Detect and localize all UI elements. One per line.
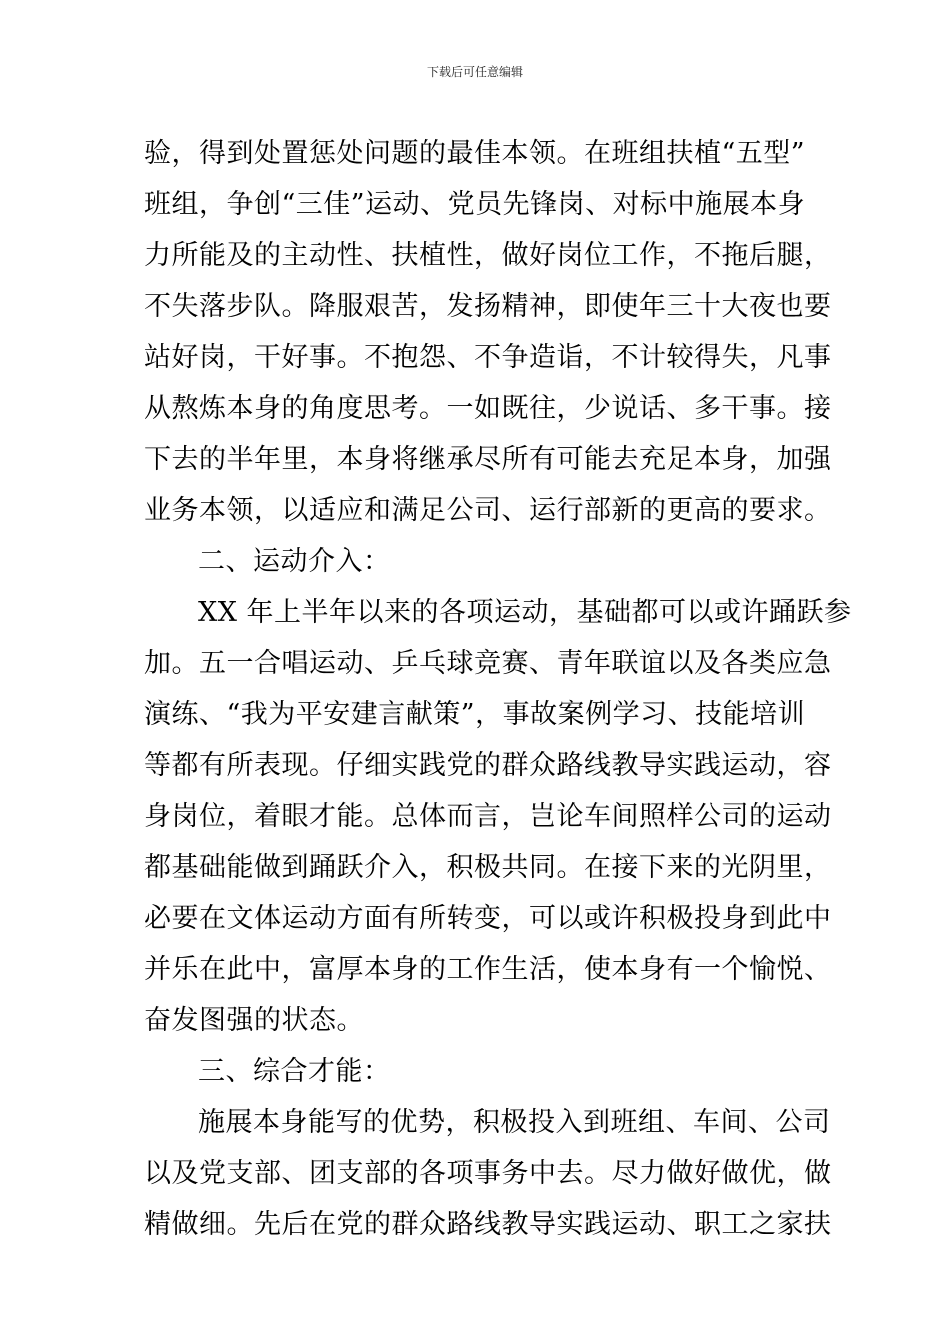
text-line: XX 年上半年以来的各项运动，基础都可以或许踊跃参: [198, 597, 852, 628]
text-line: 下去的半年里，本身将继承尽所有可能去充足本身，加强: [144, 444, 832, 475]
text-line: 从熬炼本身的角度思考。一如既往，少说话、多干事。接: [144, 393, 832, 424]
document-body: [144, 128, 852, 1250]
text-line: 必要在文体运动方面有所转变，可以或许积极投身到此中: [144, 903, 832, 934]
text-line: 精做细。先后在党的群众路线教导实践运动、职工之家扶: [144, 1209, 832, 1240]
text-line: 站好岗，干好事。不抱怨、不争造诣，不计较得失，凡事: [144, 342, 832, 373]
section-heading: 三、综合才能：: [198, 1056, 391, 1087]
text-line: 验，得到处置惩处问题的最佳本领。在班组扶植“五型”: [144, 138, 806, 169]
text-line: 都基础能做到踊跃介入，积极共同。在接下来的光阴里，: [144, 852, 832, 883]
text-line: 并乐在此中，富厚本身的工作生活，使本身有一个愉悦、: [144, 954, 832, 985]
text-line: 奋发图强的状态。: [144, 1005, 364, 1036]
text-line: 班组，争创“三佳”运动、党员先锋岗、对标中施展本身: [144, 189, 806, 220]
text-line: 施展本身能写的优势，积极投入到班组、车间、公司: [198, 1107, 831, 1138]
text-line: 等都有所表现。仔细实践党的群众路线教导实践运动，容: [144, 750, 832, 781]
text-line: 身岗位，着眼才能。总体而言，岂论车间照样公司的运动: [144, 801, 832, 832]
text-line: 不失落步队。降服艰苦，发扬精神，即使年三十大夜也要: [144, 291, 832, 322]
text-line: 演练、“我为平安建言献策”，事故案例学习、技能培训: [144, 699, 806, 730]
text-line: 加。五一合唱运动、乒乓球竞赛、青年联谊以及各类应急: [144, 648, 832, 679]
text-line: 力所能及的主动性、扶植性，做好岗位工作，不拖后腿，: [144, 240, 832, 271]
text-line: 以及党支部、团支部的各项事务中去。尽力做好做优，做: [144, 1158, 832, 1189]
header-note: 下载后可任意编辑: [426, 65, 523, 79]
text-line: 业务本领，以适应和满足公司、运行部新的更高的要求。: [144, 495, 832, 526]
section-heading: 二、运动介入：: [198, 546, 391, 577]
